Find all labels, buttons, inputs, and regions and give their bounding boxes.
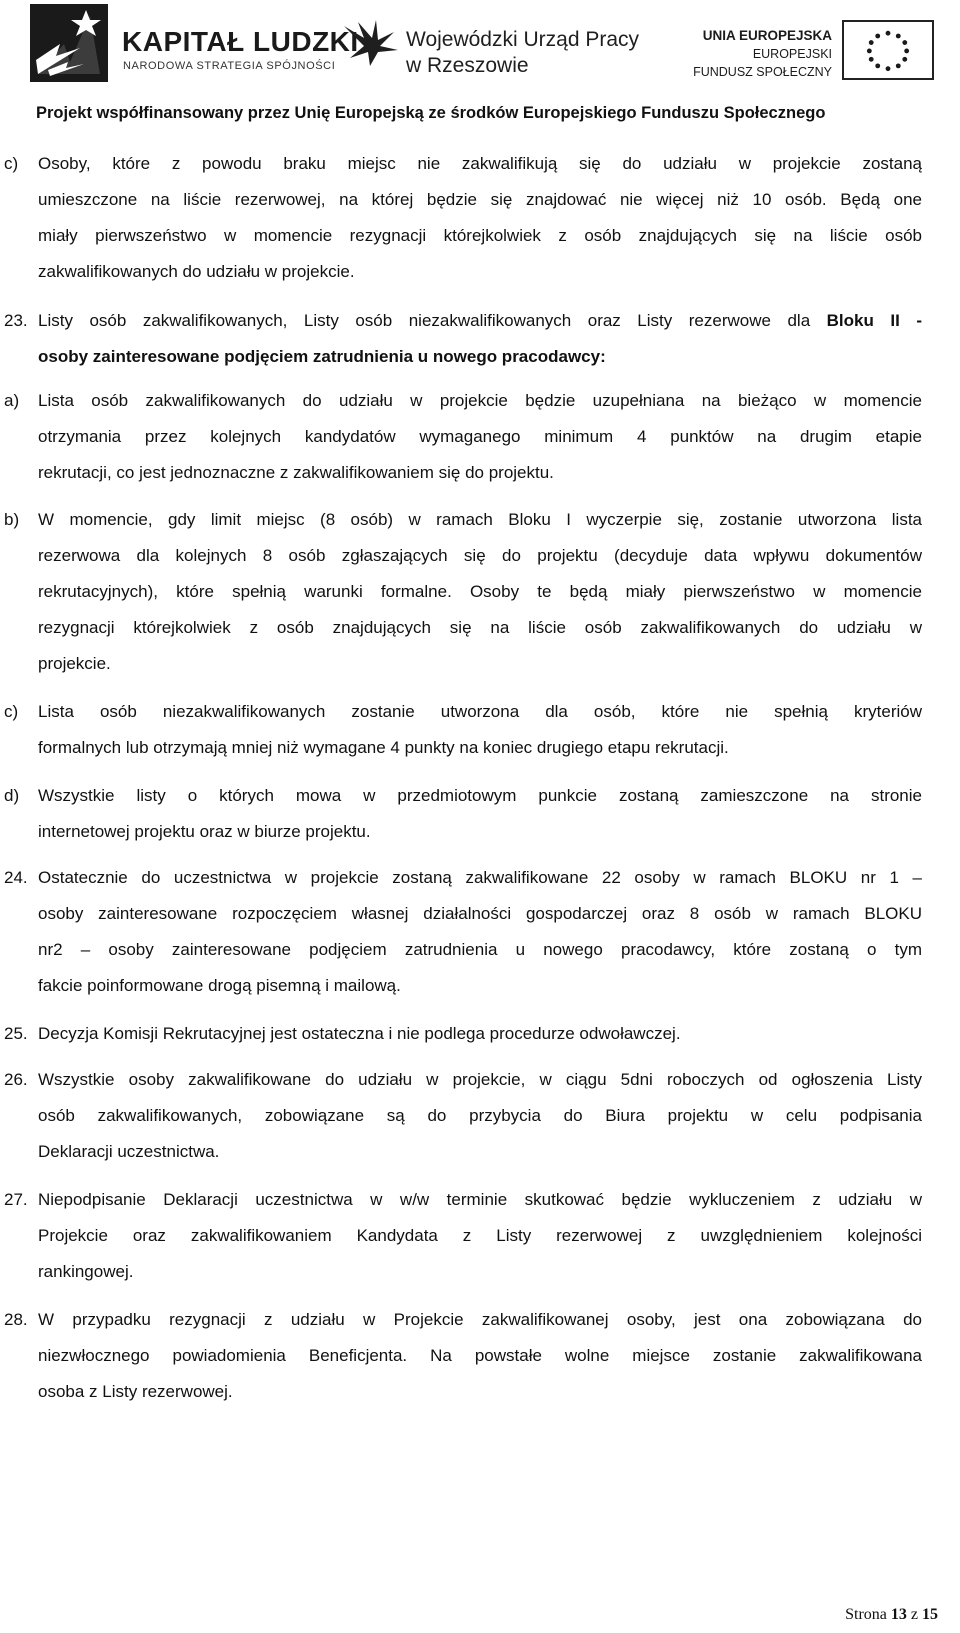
item-26-line-3: Deklaracji uczestnictwa.: [38, 1142, 220, 1161]
eu-line3: FUNDUSZ SPOŁECZNY: [693, 65, 832, 79]
item-24-line-4: fakcie poinformowane drogą pisemną i mailową.: [38, 976, 401, 995]
item-24-marker: 24.: [4, 868, 28, 887]
item-b-line-2: rezerwowa dla kolejnych 8 osób zgłaszających się do projektu (decyduje data wpływu dokumentów: [38, 546, 922, 565]
item-23-line-1-bold: Bloku II -: [826, 311, 922, 330]
item-27-line-3: rankingowej.: [38, 1262, 134, 1281]
item-d-marker: d): [4, 786, 20, 805]
page-number-sep: z: [910, 1606, 918, 1623]
item-27-line-1: Niepodpisanie Deklaracji uczestnictwa w w/w terminie skutkować będzie wykluczeniem z udziału w: [38, 1190, 922, 1209]
project-cofinancing-line: Projekt współfinansowany przez Unię Europejską ze środków Europejskiego Funduszu Społecznego: [36, 104, 826, 122]
item-26-marker: 26.: [4, 1070, 28, 1089]
item-a-marker: a): [4, 391, 20, 410]
item-28-line-3: osoba z Listy rezerwowej.: [38, 1382, 233, 1401]
item-c1-line-3: miały pierwszeństwo w momencie rezygnacji którejkolwiek z osób znajdujących się na liście osób: [38, 226, 922, 245]
page-number-total: 15: [922, 1606, 938, 1623]
item-26-line-1: Wszystkie osoby zakwalifikowane do udziału w projekcie, w ciągu 5dni roboczych od ogłoszenia Listy: [38, 1070, 922, 1089]
wup-line1: Wojewódzki Urząd Pracy: [406, 28, 640, 51]
item-c1-line-2: umieszczone na liście rezerwowej, na której będzie się znajdować nie więcej niż 10 osób. Będą one: [38, 190, 922, 209]
kapital-ludzki-logo: [30, 4, 359, 82]
item-c2-line-1: Lista osób niezakwalifikowanych zostanie utworzona dla osób, które nie spełnią kryteriów: [38, 702, 922, 721]
item-24-line-2: osoby zainteresowane rozpoczęciem własnej działalności gospodarczej oraz 8 osób w ramach BLOKU: [38, 904, 922, 923]
eu-line2: EUROPEJSKI: [752, 47, 832, 61]
item-23-line-1: [38, 303, 922, 339]
item-d-line-1: Wszystkie listy o których mowa w przedmiotowym punkcie zostaną zamieszczone na stronie: [38, 786, 922, 805]
page-header: [0, 0, 960, 130]
kapital-ludzki-flag-icon: [30, 4, 108, 82]
item-23-line-1-text: Listy osób zakwalifikowanych, Listy osób niezakwalifikowanych oraz Listy rezerwowe dla: [38, 311, 827, 330]
eu-line1: UNIA EUROPEJSKA: [702, 28, 832, 43]
item-25-line-1: Decyzja Komisji Rekrutacyjnej jest ostateczna i nie podlega procedurze odwoławczej.: [38, 1024, 681, 1043]
eu-flag-icon: [842, 20, 934, 80]
page-number-current: 13: [890, 1606, 907, 1623]
item-28-marker: 28.: [4, 1310, 28, 1329]
kl-subtitle: NARODOWA STRATEGIA SPÓJNOŚCI: [123, 60, 336, 72]
item-27-marker: 27.: [4, 1190, 28, 1209]
wup-bird-icon: [340, 18, 400, 68]
item-b-line-3: rekrutacyjnych), które spełnią warunki formalne. Osoby te będą miały pierwszeństwo w momencie: [38, 582, 922, 601]
item-23-line-2-bold: osoby zainteresowane podjęciem zatrudnienia u nowego pracodawcy:: [38, 347, 606, 366]
wup-line2: w Rzeszowie: [406, 54, 529, 77]
item-a-line-3: rekrutacji, co jest jednoznaczne z zakwalifikowaniem się do projektu.: [38, 463, 554, 482]
item-b-line-4: rezygnacji którejkolwiek z osób znajdujących się na liście osób zakwalifikowanych do udziału w: [38, 618, 922, 637]
item-26-line-2: osób zakwalifikowanych, zobowiązane są do przybycia do Biura projektu w celu podpisania: [38, 1106, 922, 1125]
item-23-marker: 23.: [4, 311, 28, 330]
item-25-marker: 25.: [4, 1024, 28, 1043]
item-d-line-2: internetowej projektu oraz w biurze projektu.: [38, 822, 371, 841]
item-c2-line-2: formalnych lub otrzymają mniej niż wymagane 4 punkty na koniec drugiego etapu rekrutacji.: [38, 738, 729, 757]
item-c1-line-1: Osoby, które z powodu braku miejsc nie zakwalifikują się do udziału w projekcie zostaną: [38, 154, 922, 173]
item-b-marker: b): [4, 510, 20, 529]
item-c1-line-4: zakwalifikowanych do udziału w projekcie.: [38, 262, 355, 281]
item-27-line-2: Projekcie oraz zakwalifikowaniem Kandydata z Listy rezerwowej z uwzględnieniem kolejności: [38, 1226, 922, 1245]
page-number-label: Strona: [845, 1606, 887, 1623]
item-28-line-2: niezwłocznego powiadomienia Beneficjenta. Na powstałe wolne miejsce zostanie zakwalifikowana: [38, 1346, 922, 1365]
item-b-line-5: projekcie.: [38, 654, 111, 673]
eu-logo: [682, 12, 942, 82]
item-28-line-1: W przypadku rezygnacji z udziału w Projekcie zakwalifikowanej osoby, jest ona zobowiązana do: [38, 1310, 922, 1329]
item-24-line-3: nr2 – osoby zainteresowane podjęciem zatrudnienia u nowego pracodawcy, które zostaną o tym: [38, 940, 922, 959]
page-number: [845, 1606, 938, 1624]
item-23-line-2: [38, 339, 922, 375]
item-a-line-1: Lista osób zakwalifikowanych do udziału w projekcie będzie uzupełniana na bieżąco w momencie: [38, 391, 922, 410]
item-c1-marker: c): [4, 154, 19, 173]
item-24-line-1: Ostatecznie do uczestnictwa w projekcie zostaną zakwalifikowane 22 osoby w ramach BLOKU nr 1 –: [38, 868, 922, 887]
item-c2-marker: c): [4, 702, 19, 721]
item-b-line-1: W momencie, gdy limit miejsc (8 osób) w ramach Bloku I wyczerpie się, zostanie utworzona lista: [38, 510, 922, 529]
wup-logo: [340, 12, 640, 82]
item-a-line-2: otrzymania przez kolejnych kandydatów wymaganego minimum 4 punktów na drugim etapie: [38, 427, 922, 446]
kl-title: KAPITAŁ LUDZKI: [122, 26, 359, 57]
